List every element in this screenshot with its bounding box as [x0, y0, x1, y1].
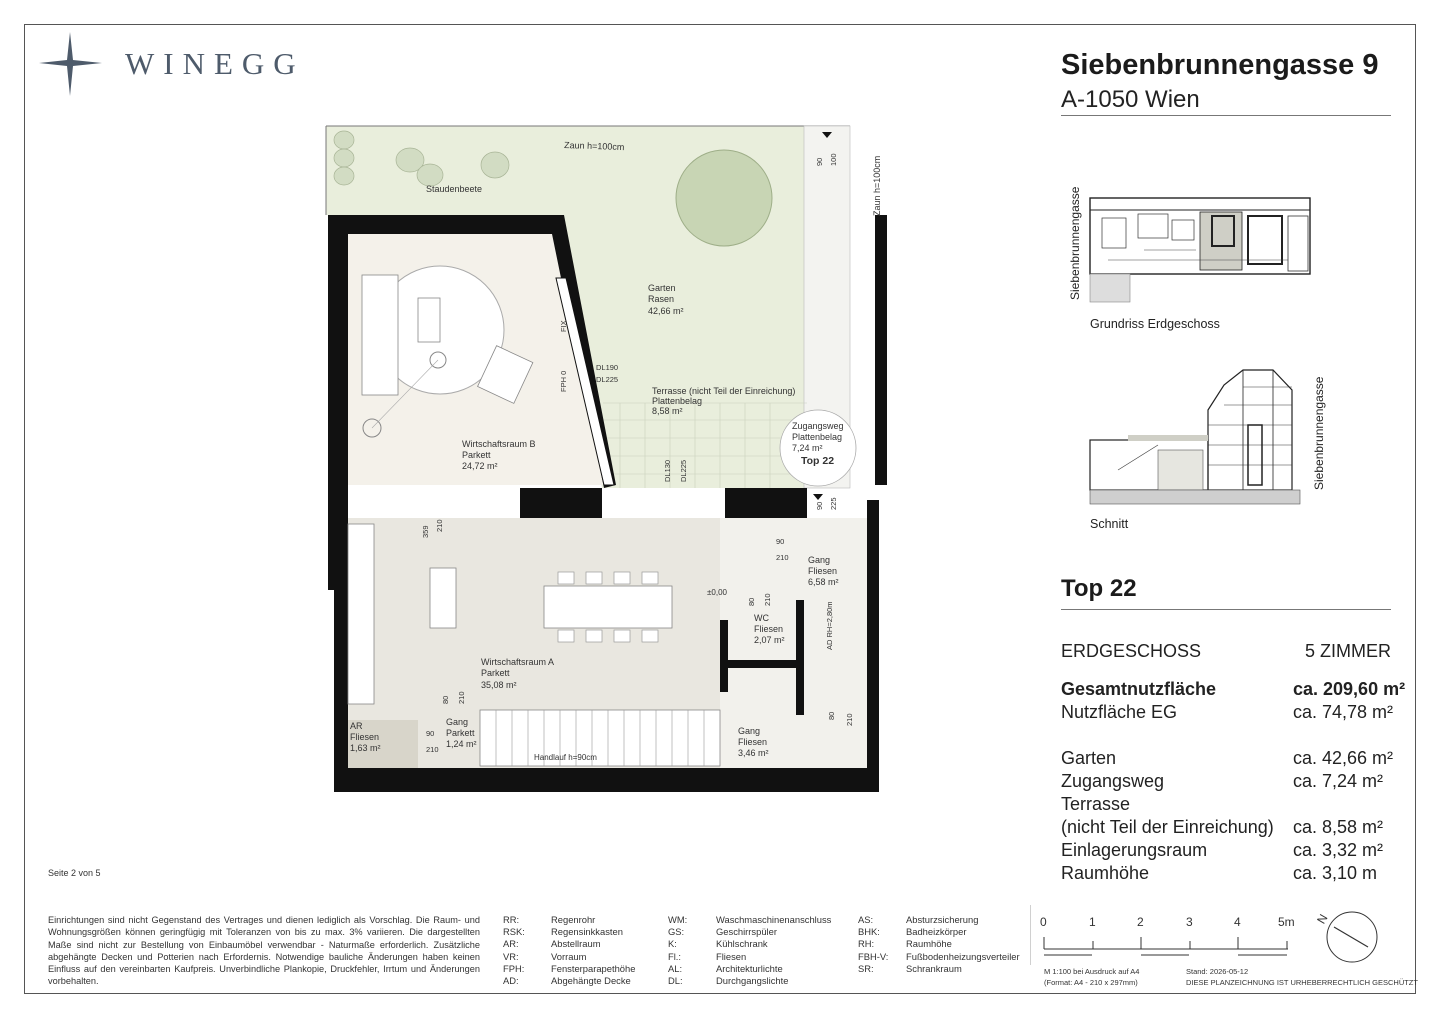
fence-right-label: Zaun h=100cm: [872, 155, 882, 216]
terrace-name: Terrasse (nicht Teil der Einreichung): [652, 386, 796, 396]
abbr-value: Fußbodenheizungsverteiler: [906, 950, 1020, 962]
section-thumbnail: [1088, 365, 1313, 510]
dim-label: 210: [763, 593, 772, 606]
abbr-key: FPH:: [503, 962, 525, 974]
plan-thumbnail-label: Grundriss Erdgeschoss: [1090, 317, 1220, 331]
abbreviations-col-1: [503, 914, 636, 987]
dim-label: 80: [827, 711, 836, 720]
dim-label: 80: [747, 597, 756, 606]
dim-label: 359: [421, 525, 430, 538]
terrace-area: 8,58 m²: [652, 406, 683, 416]
dim-label: 210: [457, 691, 466, 704]
abbr-value: Durchgangslichte: [716, 974, 789, 986]
abbr-value: Schrankraum: [906, 962, 962, 974]
scale-tick-label: 1: [1089, 915, 1096, 929]
dim-label: 90: [815, 157, 824, 166]
gang2-area: 1,24 m²: [446, 739, 477, 749]
level-label: ±0,00: [707, 588, 727, 597]
ar-name: AR: [350, 721, 363, 731]
abbr-value: Vorraum: [551, 950, 587, 962]
access-top-label: Top 22: [801, 455, 835, 467]
abbr-key: DL:: [668, 974, 683, 986]
abbr-key: FBH-V:: [858, 950, 889, 962]
gang1-area: 6,58 m²: [808, 577, 839, 587]
abbr-key: BHK:: [858, 926, 880, 938]
access-area: 7,24 m²: [792, 443, 823, 453]
wc-floor: Fliesen: [754, 624, 784, 634]
divider: [1061, 115, 1391, 116]
dim-label: 225: [829, 497, 838, 510]
unit-title: Top 22: [1061, 575, 1137, 602]
scale-tick-label: 3: [1186, 915, 1193, 929]
garden-name: Garten: [648, 283, 676, 293]
address-city: A-1050 Wien: [1061, 86, 1200, 113]
abbr-key: RR:: [503, 914, 520, 925]
staudenbeete-label: Staudenbeete: [426, 184, 483, 194]
compass-star-logo-icon: [36, 30, 106, 98]
abbreviations-col-3: [858, 914, 1020, 975]
room-b-floor: Parkett: [462, 450, 491, 460]
abbr-key: AL:: [668, 962, 683, 974]
gang1-floor: Fliesen: [808, 566, 838, 576]
scale-tick-label: 2: [1137, 915, 1144, 929]
abbr-value: Absturzsicherung: [906, 914, 979, 925]
gang3-name: Gang: [738, 726, 761, 736]
scale-tick-label: 5m: [1278, 915, 1295, 929]
abbr-key: SR:: [858, 962, 874, 974]
abbr-value: Raumhöhe: [906, 938, 952, 950]
abbr-key: RSK:: [503, 926, 525, 938]
address-street: Siebenbrunnengasse 9: [1061, 49, 1379, 81]
rooms-label: 5 ZIMMER: [1304, 641, 1391, 661]
street-label-plan: Siebenbrunnengasse: [1068, 186, 1082, 300]
room-a-area: 35,08 m²: [481, 680, 517, 690]
dim-label: DL190: [596, 363, 619, 372]
gang1-name: Gang: [808, 555, 831, 565]
dim-label: 210: [435, 519, 444, 532]
abbreviations-col-2: [668, 914, 832, 987]
terrace-floor: Plattenbelag: [652, 396, 703, 406]
access-floor: Plattenbelag: [792, 432, 843, 442]
room-b-area: 24,72 m²: [462, 461, 498, 471]
gang3-floor: Fliesen: [738, 737, 768, 747]
ad-label: AD RH=2,80m: [825, 601, 834, 650]
abbr-value: Waschmaschinenanschluss: [716, 914, 832, 925]
street-label-section: Siebenbrunnengasse: [1312, 376, 1326, 490]
section-thumbnail-label: Schnitt: [1090, 517, 1129, 531]
dim-label: DL225: [596, 375, 619, 384]
fence-top-label: Zaun h=100cm: [563, 140, 625, 153]
abbr-value: Fliesen: [716, 950, 747, 962]
ar-area: 1,63 m²: [350, 743, 381, 753]
abbr-key: GS:: [668, 926, 685, 938]
room-a-floor: Parkett: [481, 668, 510, 678]
floorplan-thumbnail: [1088, 190, 1313, 305]
abbr-value: Fensterparapethöhe: [551, 962, 636, 974]
brand-name: WINEGG: [125, 46, 305, 81]
scale-tick-label: 0: [1040, 915, 1047, 929]
abbr-key: Fl.:: [668, 950, 682, 962]
page-number: Seite 2 von 5: [48, 868, 101, 878]
room-b-name: Wirtschaftsraum B: [462, 439, 536, 449]
dim-label: 100: [829, 153, 838, 166]
dim-label: DL130: [663, 459, 672, 482]
ar-floor: Fliesen: [350, 732, 380, 742]
floor-plan: [320, 120, 890, 800]
dim-label: DL225: [679, 459, 688, 482]
dim-label: 210: [845, 713, 854, 726]
abbr-value: Geschirrspüler: [716, 926, 777, 938]
dim-label: 90: [426, 729, 435, 738]
wc-name: WC: [754, 613, 769, 623]
floor-label: ERDGESCHOSS: [1061, 641, 1202, 661]
divider: [1061, 609, 1391, 610]
room-a-name: Wirtschaftsraum A: [481, 657, 555, 667]
garden-floor: Rasen: [648, 294, 675, 304]
abbr-key: VR:: [503, 950, 519, 962]
copyright-note: DIESE PLANZEICHNUNG IST URHEBERRECHTLICH GESCHÜTZT: [1186, 978, 1418, 987]
stand-date: Stand: 2026-05-12: [1186, 967, 1249, 976]
north-arrow-icon: N: [1314, 911, 1331, 927]
abbr-key: AR:: [503, 938, 519, 950]
gang2-name: Gang: [446, 717, 469, 727]
dim-label: 210: [776, 553, 789, 562]
dim-label: 80: [441, 695, 450, 704]
dim-label: 90: [776, 537, 785, 546]
scale-bar: [1030, 905, 1390, 965]
abbr-key: AD:: [503, 974, 519, 986]
dim-label: 90: [815, 501, 824, 510]
abbr-value: Badheizkörper: [906, 926, 967, 938]
scale-note: M 1:100 bei Ausdruck auf A4: [1044, 967, 1140, 976]
dim-label: 210: [426, 745, 439, 754]
gang2-floor: Parkett: [446, 728, 475, 738]
access-name: Zugangsweg: [792, 421, 844, 431]
abbr-key: WM:: [668, 914, 688, 925]
abbr-key: AS:: [858, 914, 874, 925]
dim-label: FPH 0: [559, 370, 568, 392]
abbr-key: RH:: [858, 938, 875, 950]
abbr-value: Abstellraum: [551, 938, 601, 950]
format-note: (Format: A4 - 210 x 297mm): [1044, 978, 1138, 987]
abbr-value: Abgehängte Decke: [551, 974, 631, 986]
disclaimer: Einrichtungen sind nicht Gegenstand des Vertrages und dienen lediglich als Vorschlag. Die Raum- und Wohnungsgrößen können geringfügig mit Toleranzen von bis zu max. 3% variieren. Die dargestellten Maße sind nicht zur Bestellung von Einbaumöbel verwendbar - Naturmaße erforderlich. Zusätzliche abgehängte Decken und Potterien nach Erfordernis. Notwendige bauliche Änderungen haben keinen Einfluss auf den vereinbarten Kaufpreis. Unverbindliche Plankopie, Druckfehler, Irrtum und Änderungen vorbehalten.: [48, 915, 480, 987]
abbr-value: Regenrohr: [551, 914, 596, 925]
abbr-value: Architekturlichte: [716, 962, 783, 974]
wc-area: 2,07 m²: [754, 635, 785, 645]
abbr-value: Kühlschrank: [716, 938, 768, 950]
garden-area: 42,66 m²: [648, 306, 684, 316]
handlauf-label: Handlauf h=90cm: [534, 753, 597, 762]
abbr-value: Regensinkkasten: [551, 926, 623, 938]
dim-label: FIX: [559, 320, 568, 332]
abbr-key: K:: [668, 938, 677, 950]
scale-tick-label: 4: [1234, 915, 1241, 929]
gang3-area: 3,46 m²: [738, 748, 769, 758]
